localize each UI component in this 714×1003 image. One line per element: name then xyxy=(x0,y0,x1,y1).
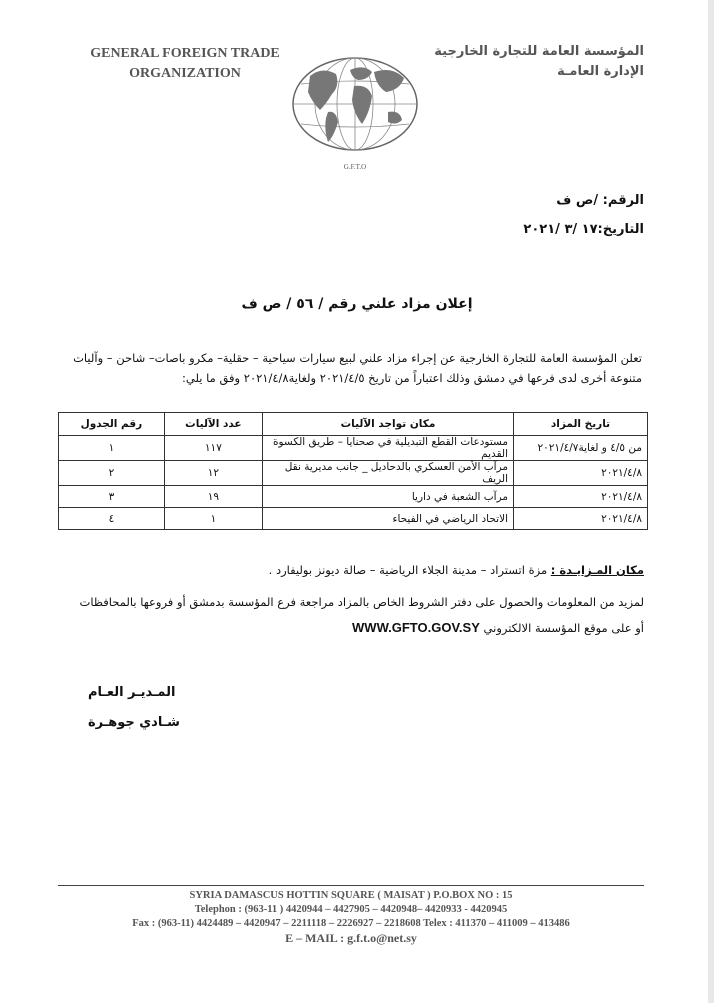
cell-date: ٢٠٢١/٤/٨ xyxy=(514,461,648,486)
footer-fax-telex: Fax : (963-11) 4424489 – 4420947 – 2211118 – 2226927 – 2218608 Telex : 411370 – 411009 – 413486 xyxy=(132,918,570,929)
cell-date: من ٤/٥ و لغاية٢٠٢١/٤/٧ xyxy=(514,436,648,461)
venue-label: مكان المـزايـدة : xyxy=(550,563,644,577)
more-info xyxy=(54,589,644,641)
footer-divider xyxy=(58,885,644,886)
org-name-ar-line1: المؤسسة العامة للتجارة الخارجية xyxy=(434,44,644,59)
announcement-intro: تعلن المؤسسة العامة للتجارة الخارجية عن إجراء مزاد علني لبيع سيارات سياحية – حقلية– مكرو باصات– شاحن – وآليات متنوعة أخرى لدى فرعها في دمشق وذلك اعتباراً من تاريخ ٢٠٢١/٤/٥ ولغاية٢٠٢١/٤/٨ وفق ما يلي: xyxy=(73,351,642,385)
footer-email: E – MAIL : g.f.t.o@net.sy xyxy=(285,931,417,945)
page-edge xyxy=(708,0,714,1003)
cell-count: ١١٧ xyxy=(164,436,262,461)
cell-location: الاتحاد الرياضي في الفيحاء xyxy=(263,508,514,530)
table-row xyxy=(59,461,648,486)
globe-logo-icon xyxy=(288,52,422,174)
column-header-count: عدد الآليات xyxy=(164,413,262,436)
auction-venue xyxy=(269,563,644,577)
signature-title: المـديـر العـام xyxy=(88,685,176,700)
cell-schedule-number: ٣ xyxy=(59,486,165,508)
info-line1: لمزيد من المعلومات والحصول على دفتر الشروط الخاص بالمزاد مراجعة فرع المؤسسة بدمشق أو فروعها بالمحافظات xyxy=(79,595,644,609)
table-row xyxy=(59,436,648,461)
cell-location: مستودعات القطع التبديلية في صحنايا – طريق الكسوة القديم xyxy=(263,436,514,461)
cell-schedule-number: ٢ xyxy=(59,461,165,486)
org-name-en xyxy=(70,44,300,84)
table-row xyxy=(59,486,648,508)
auction-table xyxy=(58,412,648,530)
table-row xyxy=(59,508,648,530)
cell-date: ٢٠٢١/٤/٨ xyxy=(514,486,648,508)
cell-count: ١٢ xyxy=(164,461,262,486)
reference-date: التاريخ:١٧ /٣ /٢٠٢١ xyxy=(523,222,644,237)
column-header-date: تاريخ المزاد xyxy=(514,413,648,436)
org-name-ar-line2: الإدارة العامـة xyxy=(557,64,644,79)
cell-schedule-number: ٤ xyxy=(59,508,165,530)
cell-schedule-number: ١ xyxy=(59,436,165,461)
cell-count: ١ xyxy=(164,508,262,530)
cell-date: ٢٠٢١/٤/٨ xyxy=(514,508,648,530)
info-line2 xyxy=(54,615,644,641)
cell-count: ١٩ xyxy=(164,486,262,508)
footer-address: SYRIA DAMASCUS HOTTIN SQUARE ( MAISAT ) P.O.BOX NO : 15 xyxy=(189,890,513,901)
venue-text: مزة اتستراد – مدينة الجلاء الرياضية – صالة ديونز بوليفارد . xyxy=(268,563,551,577)
announcement-title: إعلان مزاد علني رقم / ٥٦ / ص ف xyxy=(241,296,473,312)
org-name-ar xyxy=(434,42,644,82)
footer-telephone: Telephon : (963-11 ) 4420944 – 4427905 – 4420948– 4420933 - 4420945 xyxy=(194,904,508,915)
column-header-schedule-number: رقم الجدول xyxy=(59,413,165,436)
website-link[interactable]: WWW.GFTO.GOV.SY xyxy=(352,620,480,635)
info-line2-text: أو على موقع المؤسسة الالكتروني xyxy=(479,621,644,635)
logo-caption: G.F.T.O xyxy=(343,163,367,171)
signature-name: شـادي جوهـرة xyxy=(88,715,180,730)
reference-number: الرقم: /ص ف xyxy=(556,193,644,208)
org-name-en-line1: GENERAL FOREIGN TRADE xyxy=(90,46,280,61)
cell-location: مرآب الأمن العسكري بالدحاديل _ جانب مديرية نقل الريف xyxy=(263,461,514,486)
column-header-location: مكان تواجد الآليات xyxy=(263,413,514,436)
table-header-row xyxy=(59,413,648,436)
org-name-en-line2: ORGANIZATION xyxy=(129,66,241,81)
cell-location: مرآب الشعبة في داريا xyxy=(263,486,514,508)
